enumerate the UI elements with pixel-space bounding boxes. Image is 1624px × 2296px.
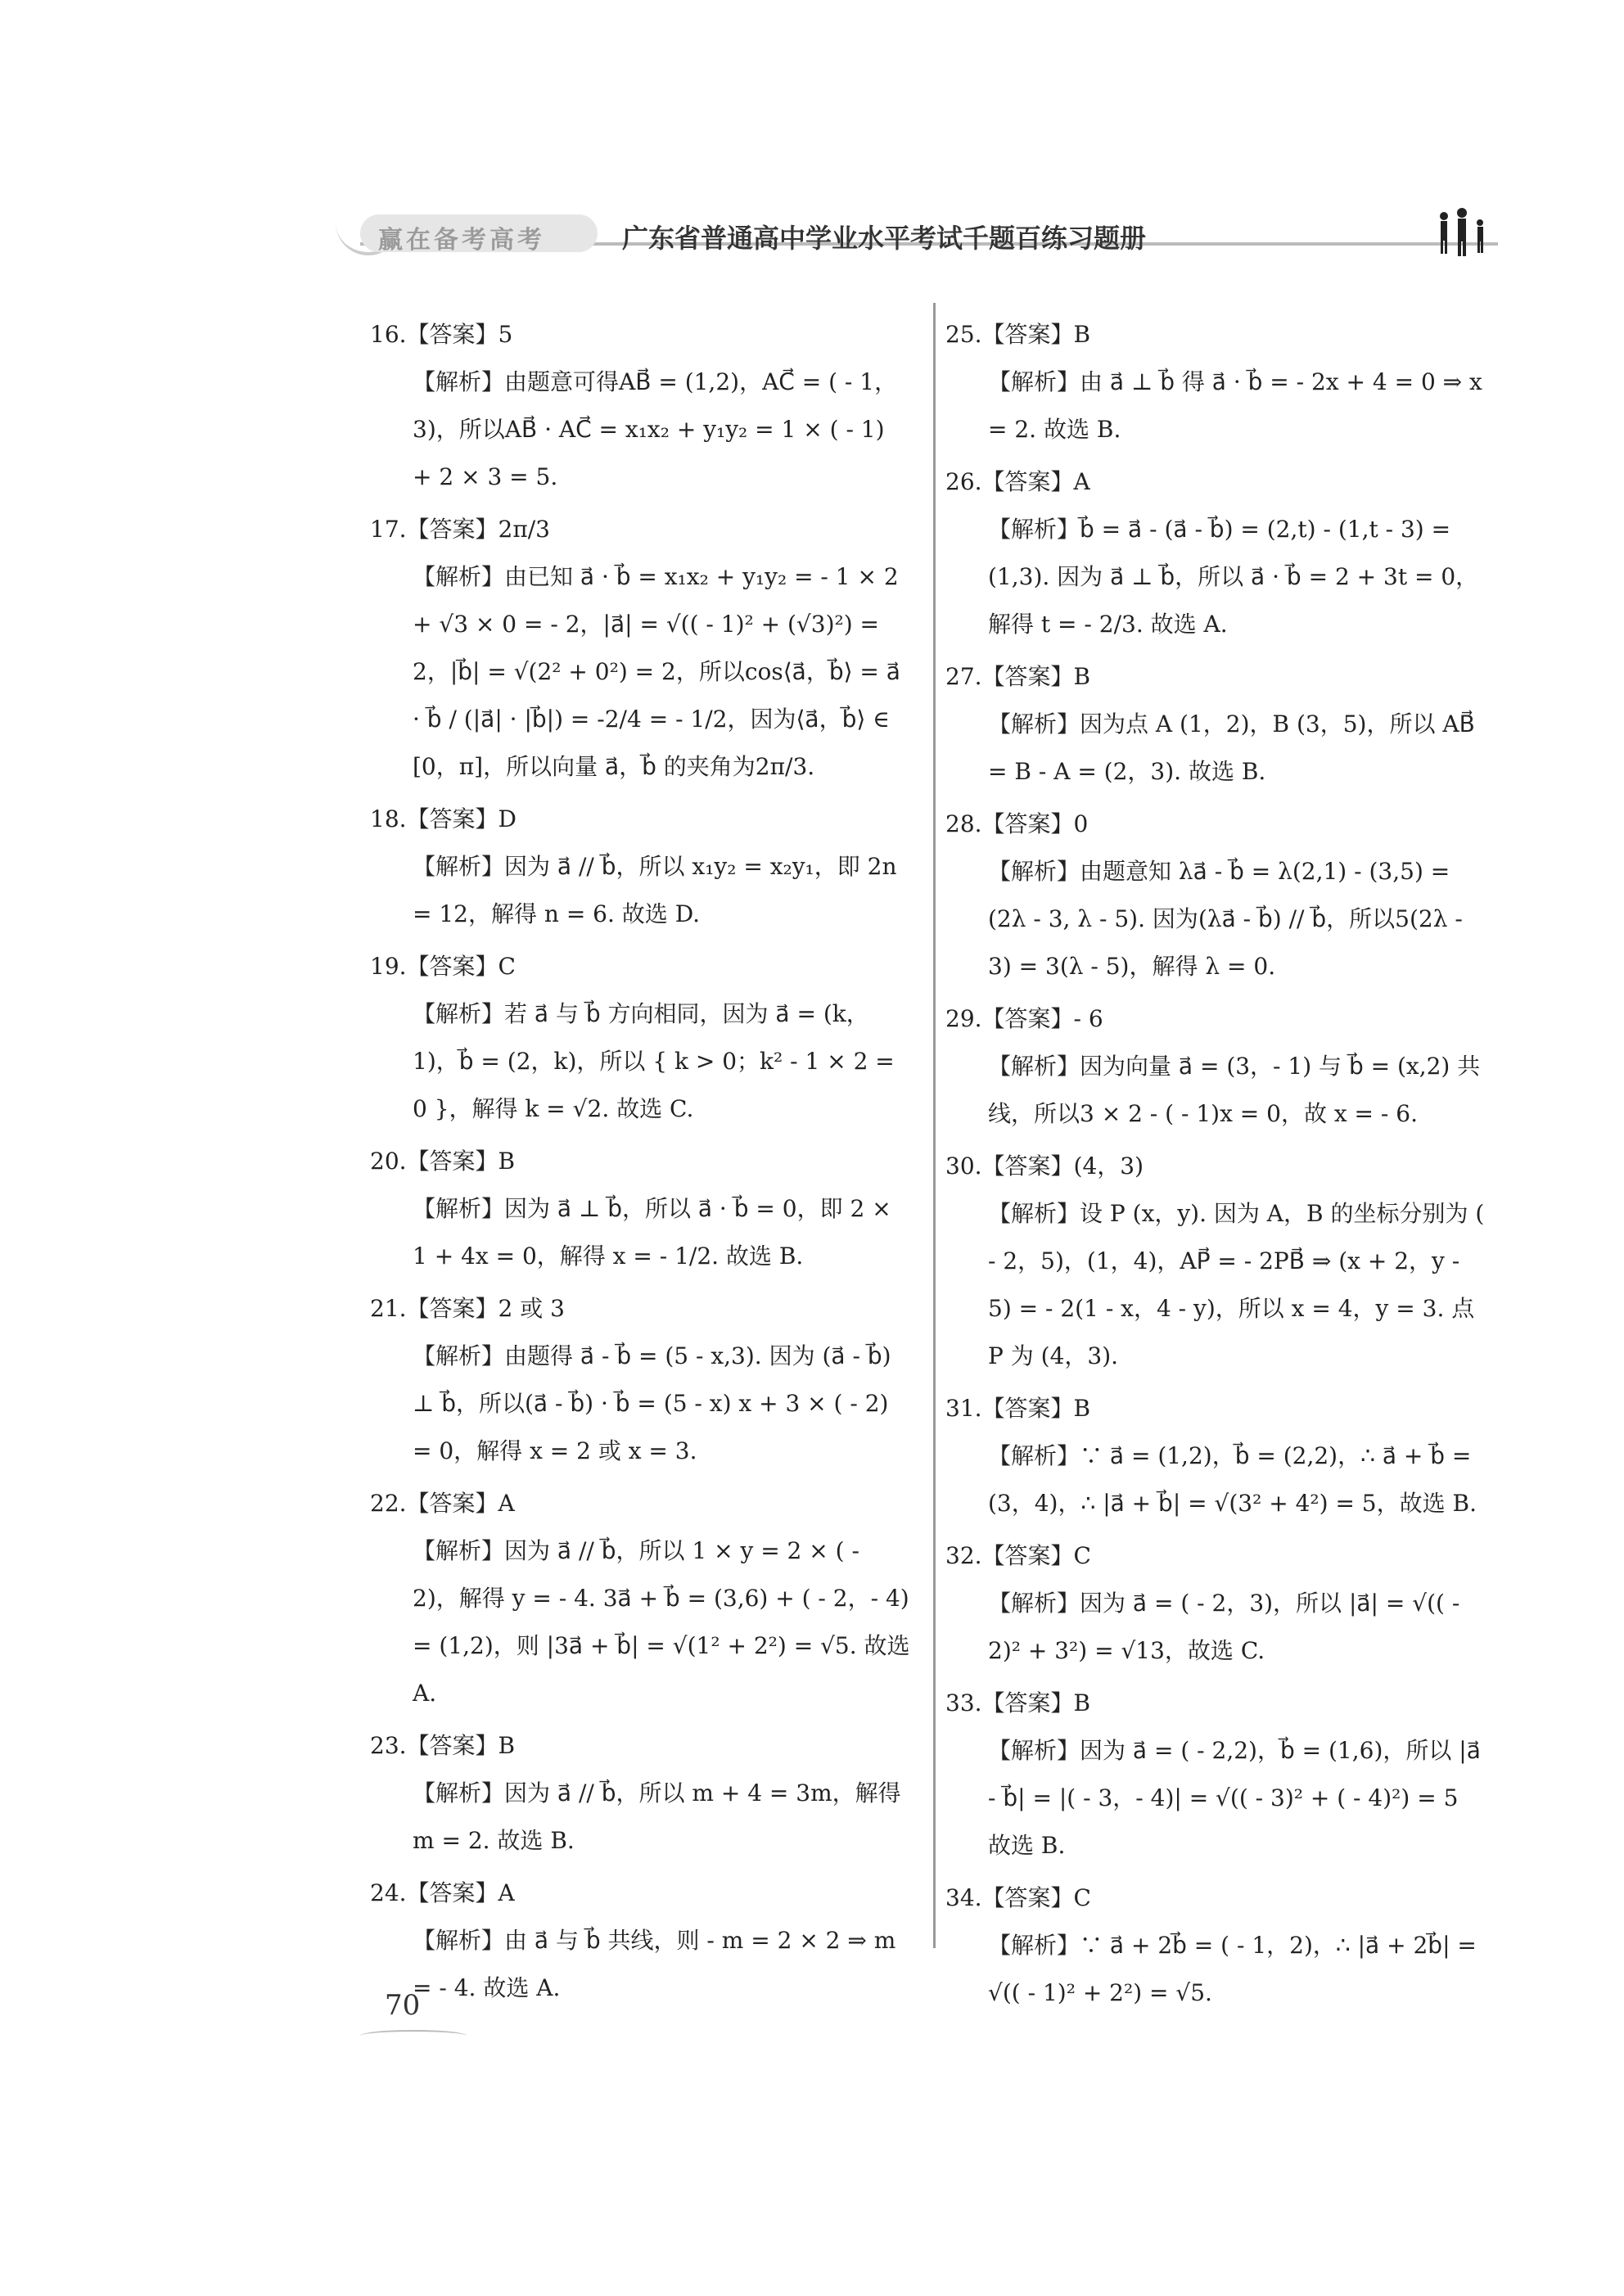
page-number: 70 <box>385 1989 421 2022</box>
answer-19: 19.【答案】C <box>370 953 516 980</box>
item-17 <box>370 506 910 791</box>
series-badge <box>360 214 598 255</box>
answer-31: 31.【答案】B <box>945 1395 1091 1422</box>
item-25 <box>945 311 1490 453</box>
explanation-31: 【解析】∵ a⃗ = (1,2)，b⃗ = (2,2)，∴ a⃗ + b⃗ = (3，4)，∴ |a⃗ + b⃗| = √(3² + 4²) = 5，故选 B. <box>988 1442 1479 1517</box>
family-icon <box>1432 208 1490 257</box>
answer-27: 27.【答案】B <box>945 663 1091 690</box>
right-column <box>945 311 1492 2022</box>
explanation-32: 【解析】因为 a⃗ = ( - 2，3)，所以 |a⃗| = √(( - 2)² + 3²) = √13，故选 C. <box>988 1590 1468 1664</box>
answer-24: 24.【答案】A <box>370 1879 515 1906</box>
explanation-30: 【解析】设 P (x，y). 因为 A，B 的坐标分别为 ( - 2，5)，(1，4)，AP⃗ = - 2PB⃗ ⇒ (x + 2，y - 5) = - 2(1 - x，4 - y)，所以 x = 4，y = 3. 点 P 为 (4，3). <box>988 1200 1492 1369</box>
item-27 <box>945 653 1486 796</box>
item-34 <box>945 1874 1486 2017</box>
answer-17: 17.【答案】2π/3 <box>370 516 550 543</box>
explanation-27: 【解析】因为点 A (1，2)，B (3，5)，所以 AB⃗ = B - A = (2，3). 故选 B. <box>988 710 1482 785</box>
answer-26: 26.【答案】A <box>945 468 1090 495</box>
item-16 <box>370 311 910 501</box>
explanation-21: 【解析】由题得 a⃗ - b⃗ = (5 - x,3). 因为 (a⃗ - b⃗) ⊥ b⃗，所以(a⃗ - b⃗) · b⃗ = (5 - x) x + 3 × ( - 2) = 0，解得 x = 2 或 x = 3. <box>413 1342 899 1464</box>
explanation-25: 【解析】由 a⃗ ⊥ b⃗ 得 a⃗ · b⃗ = - 2x + 4 = 0 ⇒ x = 2. 故选 B. <box>988 368 1490 443</box>
item-33 <box>945 1680 1486 1870</box>
item-19 <box>370 943 910 1133</box>
answer-30: 30.【答案】(4，3) <box>945 1153 1144 1180</box>
explanation-24: 【解析】由 a⃗ 与 b⃗ 共线，则 - m = 2 × 2 ⇒ m = - 4. 故选 A. <box>413 1927 904 2001</box>
page-header <box>360 214 1498 264</box>
answer-34: 34.【答案】C <box>945 1884 1091 1911</box>
item-21 <box>370 1285 910 1475</box>
book-title: 广东省普通高中学业水平考试千题百练习题册 <box>622 223 1147 254</box>
answer-32: 32.【答案】C <box>945 1542 1091 1569</box>
series-badge-text: 赢在备考高考 <box>378 226 545 255</box>
item-30 <box>945 1143 1492 1380</box>
left-column <box>370 311 918 2017</box>
explanation-34: 【解析】∵ a⃗ + 2b⃗ = ( - 1，2)，∴ |a⃗ + 2b⃗| = √(( - 1)² + 2²) = √5. <box>988 1932 1484 2006</box>
answer-18: 18.【答案】D <box>370 805 517 832</box>
explanation-26: 【解析】b⃗ = a⃗ - (a⃗ - b⃗) = (2,t) - (1,t - 3) = (1,3). 因为 a⃗ ⊥ b⃗，所以 a⃗ · b⃗ = 2 + 3t = 0，解得 t = - 2/3. 故选 A. <box>988 516 1479 638</box>
item-28 <box>945 801 1486 990</box>
explanation-29: 【解析】因为向量 a⃗ = (3，- 1) 与 b⃗ = (x,2) 共线，所以3 × 2 - ( - 1)x = 0，故 x = - 6. <box>988 1053 1481 1127</box>
explanation-18: 【解析】因为 a⃗ // b⃗，所以 x₁y₂ = x₂y₁，即 2n = 12，解得 n = 6. 故选 D. <box>413 853 904 927</box>
item-26 <box>945 458 1486 648</box>
page-ornament <box>360 2030 467 2041</box>
explanation-22: 【解析】因为 a⃗ // b⃗，所以 1 × y = 2 × ( - 2)，解得 y = - 4. 3a⃗ + b⃗ = (3,6) + ( - 2，- 4) = (1,2)，则 |3a⃗ + b⃗| = √(1² + 2²) = √5. 故选 A. <box>413 1537 918 1707</box>
explanation-28: 【解析】由题意知 λa⃗ - b⃗ = λ(2,1) - (3,5) = (2λ - 3, λ - 5). 因为(λa⃗ - b⃗) // b⃗，所以5(2λ - 3) = 3(λ - 5)，解得 λ = 0. <box>988 858 1470 980</box>
answer-29: 29.【答案】- 6 <box>945 1005 1103 1032</box>
item-29 <box>945 995 1486 1138</box>
item-20 <box>370 1138 910 1280</box>
answer-33: 33.【答案】B <box>945 1689 1091 1716</box>
item-18 <box>370 796 910 938</box>
answer-23: 23.【答案】B <box>370 1732 516 1759</box>
item-32 <box>945 1532 1486 1675</box>
answer-16: 16.【答案】5 <box>370 321 513 348</box>
explanation-16: 【解析】由题意可得AB⃗ = (1,2)，AC⃗ = ( - 1，3)，所以AB⃗ · AC⃗ = x₁x₂ + y₁y₂ = 1 × ( - 1) + 2 × 3 = 5. <box>413 368 898 490</box>
answer-28: 28.【答案】0 <box>945 810 1089 837</box>
explanation-33: 【解析】因为 a⃗ = ( - 2,2)，b⃗ = (1,6)，所以 |a⃗ - b⃗| = |( - 3，- 4)| = √(( - 3)² + ( - 4)²) = 5 故选 B. <box>988 1737 1488 1859</box>
item-23 <box>370 1722 910 1865</box>
column-divider <box>933 303 936 1948</box>
item-24 <box>370 1870 910 2012</box>
answer-20: 20.【答案】B <box>370 1148 516 1175</box>
item-31 <box>945 1385 1486 1527</box>
explanation-23: 【解析】因为 a⃗ // b⃗，所以 m + 4 = 3m，解得 m = 2. 故选 B. <box>413 1780 909 1854</box>
answer-25: 25.【答案】B <box>945 321 1091 348</box>
explanation-19: 【解析】若 a⃗ 与 b⃗ 方向相同，因为 a⃗ = (k，1)，b⃗ = (2，k)，所以 { k > 0；k² - 1 × 2 = 0 }，解得 k = √2. 故选 C. <box>413 1000 902 1122</box>
item-22 <box>370 1480 918 1717</box>
answer-22: 22.【答案】A <box>370 1490 515 1517</box>
explanation-17: 【解析】由已知 a⃗ · b⃗ = x₁x₂ + y₁y₂ = - 1 × 2 + √3 × 0 = - 2，|a⃗| = √(( - 1)² + (√3)²) = 2，|b⃗| = √(2² + 0²) = 2，所以cos⟨a⃗，b⃗⟩ = a⃗ · b⃗ / (|a⃗| · |b⃗|) = -2/4 = - 1/2，因为⟨a⃗，b⃗⟩ ∈ [0，π]，所以向量 a⃗，b⃗ 的夹角为2π/3. <box>413 563 908 780</box>
explanation-20: 【解析】因为 a⃗ ⊥ b⃗，所以 a⃗ · b⃗ = 0，即 2 × 1 + 4x = 0，解得 x = - 1/2. 故选 B. <box>413 1195 899 1270</box>
answer-21: 21.【答案】2 或 3 <box>370 1295 565 1322</box>
